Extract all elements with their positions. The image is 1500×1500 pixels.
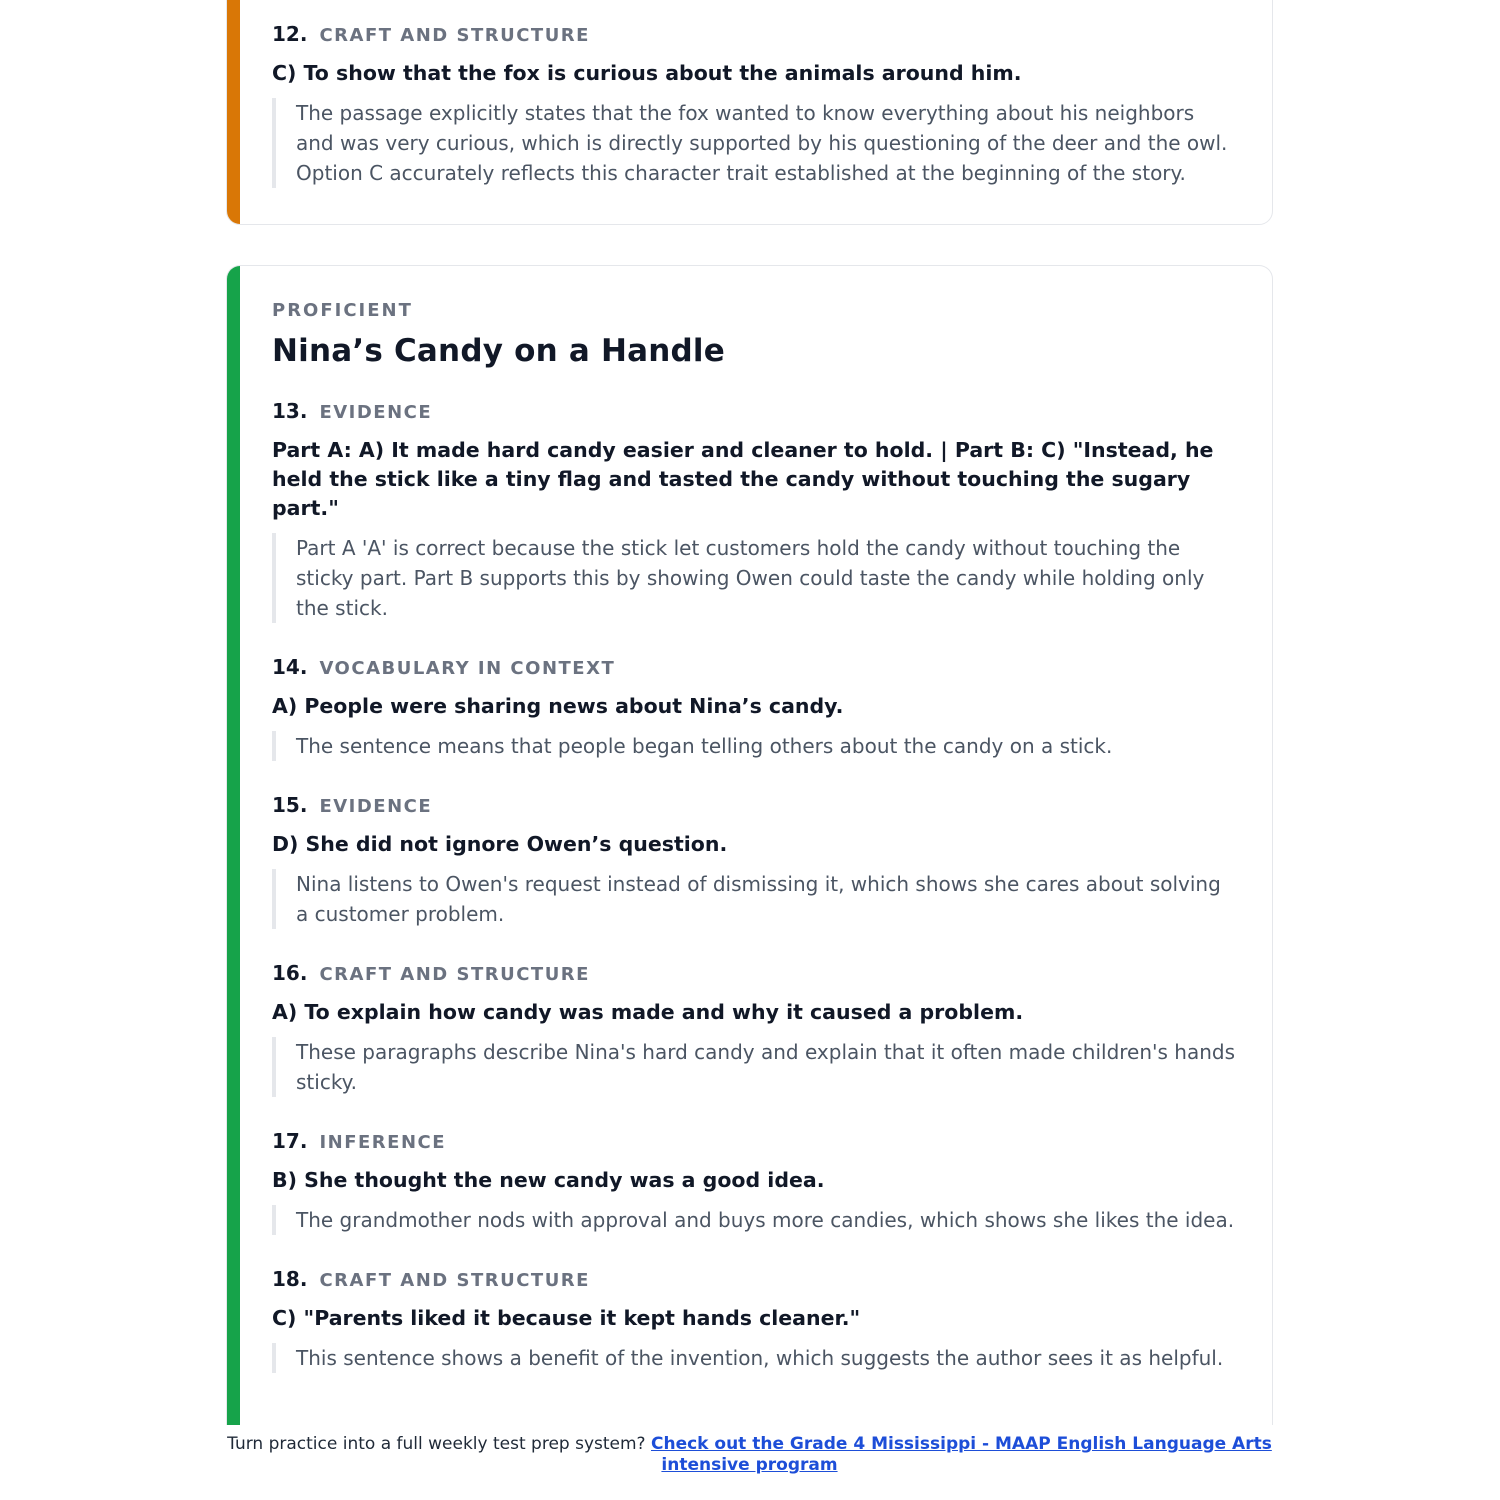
question-header	[272, 654, 1238, 682]
footer-promo	[226, 1434, 1273, 1476]
answer-explanation: Nina listens to Owen's request instead of dismissing it, which shows she cares about solving a customer problem.	[272, 869, 1238, 929]
correct-answer: A) People were sharing news about Nina’s candy.	[272, 694, 844, 718]
question-header	[272, 960, 1238, 988]
question-number: 14.	[272, 655, 308, 679]
card-accent-bar	[227, 0, 240, 224]
card-content	[272, 300, 1238, 1373]
question-item	[272, 792, 1238, 929]
question-type: EVIDENCE	[319, 796, 433, 817]
answer-explanation: Part A 'A' is correct because the stick let customers hold the candy without touching the sticky part. Part B supports this by showing Owen could taste the candy while holding only the stick.	[272, 533, 1238, 623]
question-type: VOCABULARY IN CONTEXT	[319, 658, 616, 679]
proficiency-level: PROFICIENT	[272, 300, 413, 321]
question-header	[272, 1128, 1238, 1156]
question-number: 17.	[272, 1129, 308, 1153]
program-link[interactable]: Check out the Grade 4 Mississippi - MAAP English Language Arts intensive program	[650, 1434, 1272, 1475]
correct-answer: C) "Parents liked it because it kept hands cleaner."	[272, 1306, 861, 1330]
question-type: CRAFT AND STRUCTURE	[319, 25, 590, 46]
question-type: INFERENCE	[319, 1132, 447, 1153]
question-number: 18.	[272, 1267, 308, 1291]
answer-explanation: These paragraphs describe Nina's hard candy and explain that it often made children's hands sticky.	[272, 1037, 1238, 1097]
answer-explanation: The passage explicitly states that the fox wanted to know everything about his neighbors and was very curious, which is directly supported by his questioning of the deer and the owl. Option C accurately reflects this character trait established at the beginning of the story.	[272, 98, 1238, 188]
question-header	[272, 1266, 1238, 1294]
question-item	[272, 654, 1238, 761]
question-type: EVIDENCE	[319, 402, 433, 423]
question-item	[272, 21, 1238, 188]
answer-card-previous	[226, 0, 1273, 225]
question-number: 16.	[272, 961, 308, 985]
correct-answer: C) To show that the fox is curious about the animals around him.	[272, 61, 1022, 85]
question-number: 12.	[272, 22, 308, 46]
question-number: 13.	[272, 399, 308, 423]
card-accent-bar	[227, 266, 240, 1425]
question-item	[272, 960, 1238, 1097]
card-content	[272, 21, 1238, 188]
question-number: 15.	[272, 793, 308, 817]
question-header	[272, 398, 1238, 426]
question-type: CRAFT AND STRUCTURE	[319, 964, 590, 985]
answer-explanation: The grandmother nods with approval and buys more candies, which shows she likes the idea.	[272, 1205, 1238, 1235]
footer-text: Turn practice into a full weekly test prep system?	[227, 1434, 646, 1454]
question-item	[272, 398, 1238, 623]
correct-answer: D) She did not ignore Owen’s question.	[272, 832, 728, 856]
question-type: CRAFT AND STRUCTURE	[319, 1270, 590, 1291]
answer-explanation: This sentence shows a benefit of the invention, which suggests the author sees it as helpful.	[272, 1343, 1238, 1373]
question-item	[272, 1266, 1238, 1373]
correct-answer: A) To explain how candy was made and why it caused a problem.	[272, 1000, 1024, 1024]
passage-title: Nina’s Candy on a Handle	[272, 333, 725, 369]
question-item	[272, 1128, 1238, 1235]
question-header	[272, 21, 1238, 49]
answer-card-proficient	[226, 265, 1273, 1425]
question-header	[272, 792, 1238, 820]
answer-explanation: The sentence means that people began telling others about the candy on a stick.	[272, 731, 1238, 761]
correct-answer: Part A: A) It made hard candy easier and cleaner to hold. | Part B: C) "Instead, he held the stick like a tiny flag and tasted the candy without touching the sugary part."	[272, 438, 1214, 520]
correct-answer: B) She thought the new candy was a good idea.	[272, 1168, 825, 1192]
